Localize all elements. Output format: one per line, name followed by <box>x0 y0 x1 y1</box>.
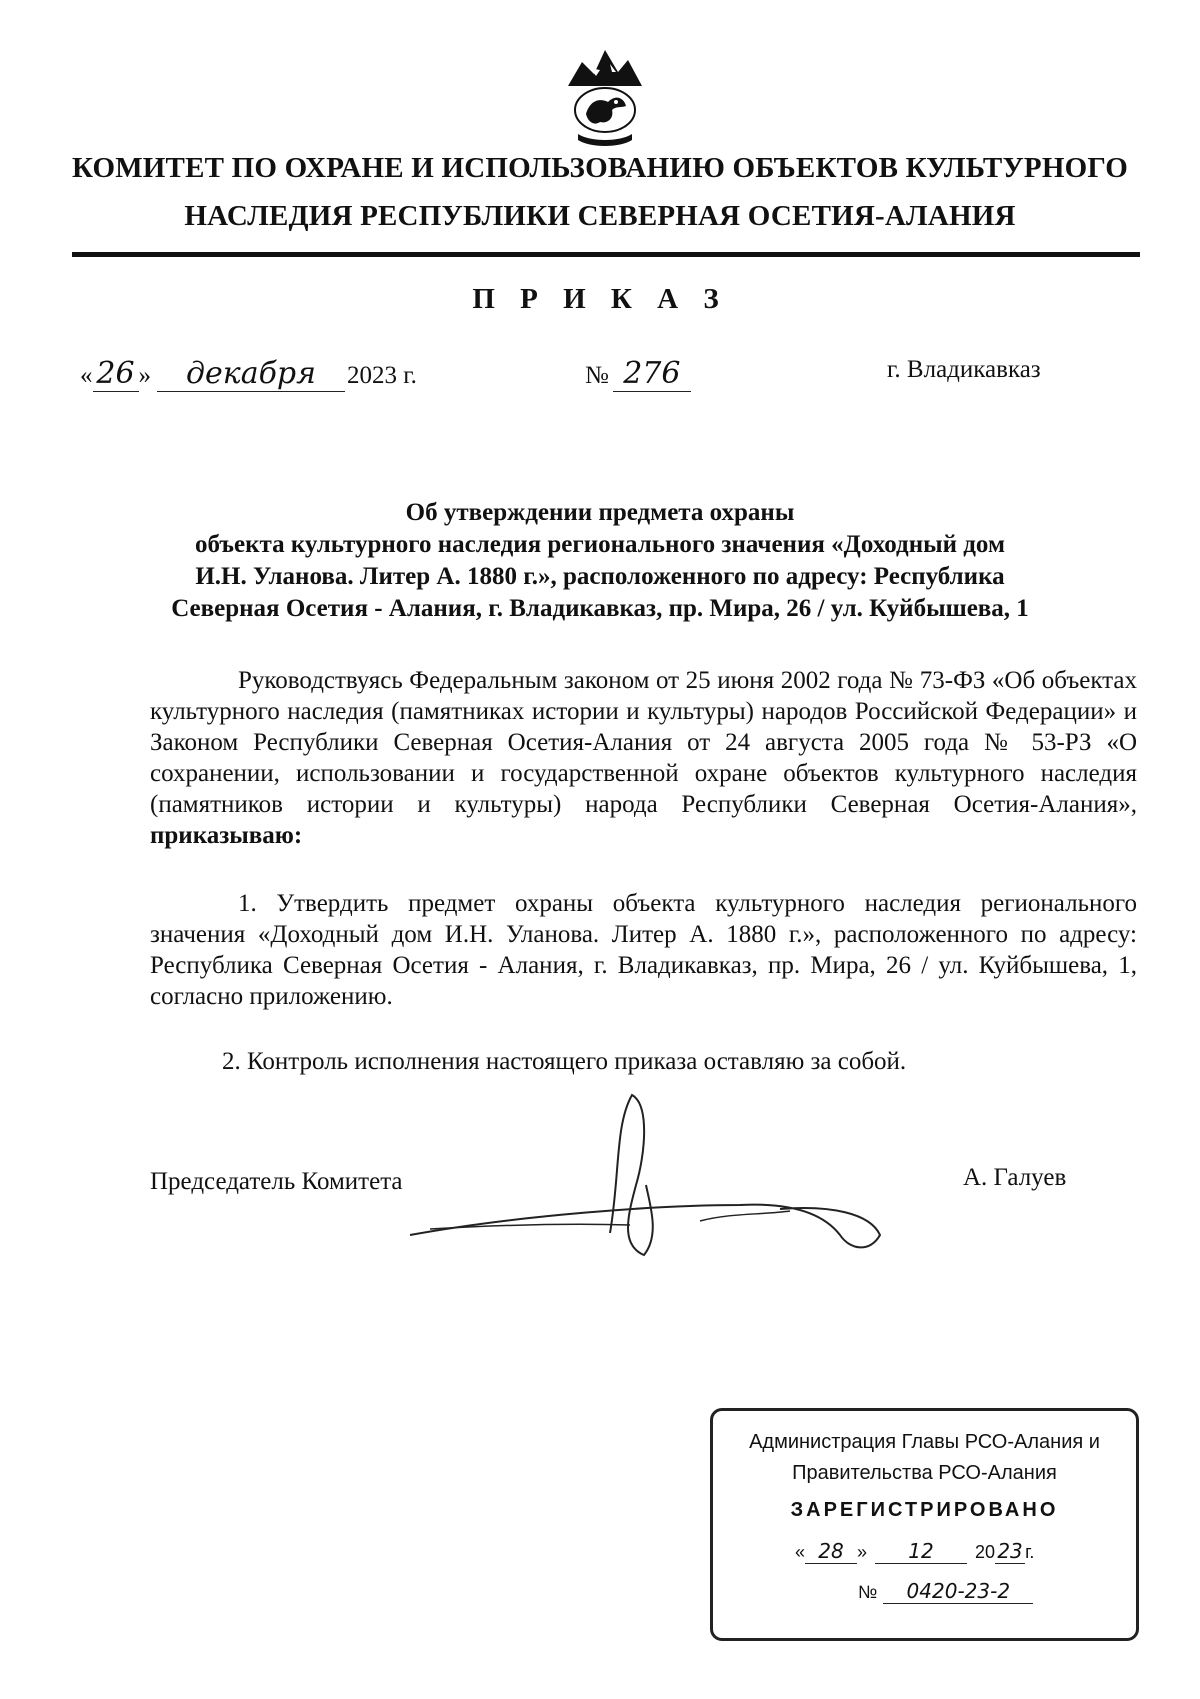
stamp-date-close: » <box>857 1542 868 1562</box>
stamp-number-prefix: № <box>858 1582 878 1602</box>
stamp-line-2: Правительства РСО-Алания <box>792 1462 1057 1484</box>
number-value: 276 <box>613 356 691 392</box>
date-open-quote: « <box>80 362 93 389</box>
order-place: г. Владикавказ <box>887 356 1041 383</box>
order-word: приказываю: <box>150 822 303 849</box>
preamble-text: Руководствуясь Федеральным законом от 25 июня 2002 года № 73-ФЗ «Об объектах культурного наследия (памятниках истории и культуры) народов Российской Федерации» и Законом Республики Северная Осетия-Алания от 24 августа 2005 года № 53-РЗ «О сохранении, использовании и государственной охране объектов культурного наследия (памятников истории и культуры) народа Республики Северная Осетия-Алания», <box>150 667 1137 818</box>
number-prefix: № <box>585 362 609 389</box>
order-title <box>140 497 1060 625</box>
title-line: объекта культурного наследия регионального значения «Доходный дом <box>195 531 1005 558</box>
organization-name-line-1: КОМИТЕТ ПО ОХРАНЕ И ИСПОЛЬЗОВАНИЮ ОБЪЕКТОВ КУЛЬТУРНОГО <box>71 152 1129 184</box>
title-line: И.Н. Уланова. Литер А. 1880 г.», расположенного по адресу: Республика <box>195 563 1005 590</box>
date-month: декабря <box>157 356 345 392</box>
stamp-year-prefix: 20 <box>975 1542 996 1562</box>
organization-name-line-2: НАСЛЕДИЯ РЕСПУБЛИКИ СЕВЕРНАЯ ОСЕТИЯ-АЛАНИЯ <box>184 200 1016 232</box>
preamble-paragraph <box>150 665 1137 851</box>
date-day: 26 <box>93 356 139 392</box>
handwritten-signature <box>400 1085 920 1265</box>
stamp-number <box>858 1579 1033 1604</box>
stamp-line-1: Администрация Главы РСО-Алания и <box>749 1431 1100 1453</box>
order-number <box>585 356 691 392</box>
date-close-quote: » <box>138 362 151 389</box>
stamp-number-value: 0420-23-2 <box>883 1579 1033 1604</box>
title-line: Об утверждении предмета охраны <box>405 499 795 526</box>
stamp-date-open: « <box>795 1542 806 1562</box>
stamp-year-suffix: г. <box>1025 1542 1035 1562</box>
stamp-month: 12 <box>875 1539 967 1564</box>
signatory-position: Председатель Комитета <box>150 1168 403 1195</box>
order-item-2: 2. Контроль исполнения настоящего приказа оставляю за собой. <box>222 1048 907 1075</box>
signatory-name: А. Галуев <box>963 1164 1067 1191</box>
coat-of-arms-emblem <box>560 42 650 152</box>
stamp-day: 28 <box>805 1539 857 1564</box>
document-type: П Р И К А З <box>472 283 728 315</box>
order-date <box>80 356 417 392</box>
title-line: Северная Осетия - Алания, г. Владикавказ, пр. Мира, 26 / ул. Куйбышева, 1 <box>171 595 1029 622</box>
header-divider <box>72 252 1140 257</box>
date-year: 2023 г. <box>347 362 417 389</box>
stamp-registered: ЗАРЕГИСТРИРОВАНО <box>790 1499 1059 1521</box>
stamp-date <box>795 1539 1034 1564</box>
order-item-1: 1. Утвердить предмет охраны объекта культурного наследия регионального значения «Доходный дом И.Н. Уланова. Литер А. 1880 г.», расположенного по адресу: Республика Северная Осетия - Алания, г. Владикавказ, пр. Мира, 26 / ул. Куйбышева, 1, согласно приложению. <box>150 890 1137 1010</box>
stamp-year: 23 <box>995 1539 1025 1564</box>
registration-stamp <box>710 1408 1139 1641</box>
